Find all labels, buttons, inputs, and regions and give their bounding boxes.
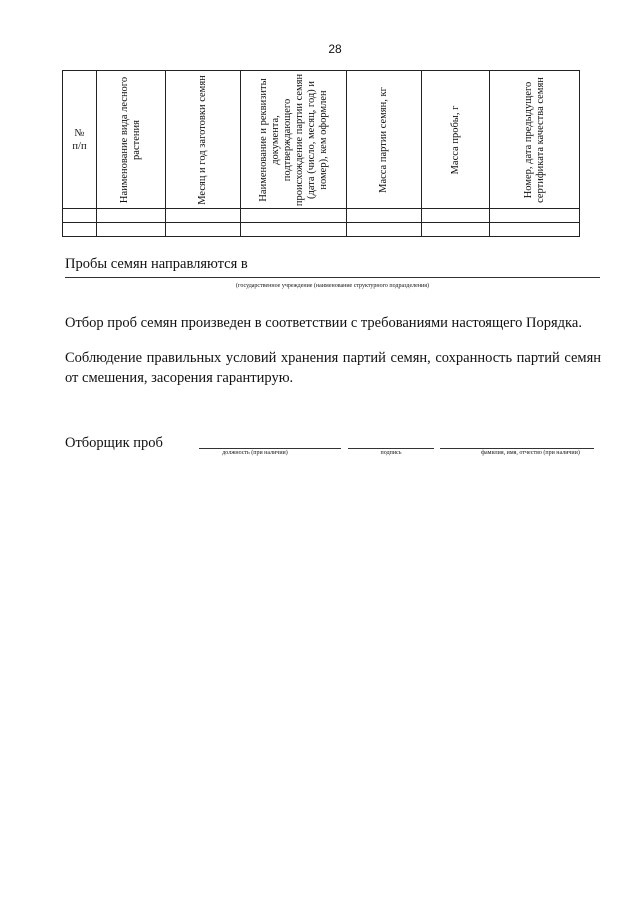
table-cell[interactable] xyxy=(166,209,241,223)
signature-caption: подпись xyxy=(380,450,402,456)
header-sample-mass-label: Масса пробы, г xyxy=(449,105,461,174)
table-cell[interactable] xyxy=(97,209,166,223)
table-cell[interactable] xyxy=(490,209,580,223)
header-cell-number xyxy=(63,71,97,209)
table-cell[interactable] xyxy=(166,223,241,237)
table-cell[interactable] xyxy=(422,209,490,223)
send-to-caption: (государственное учреждение (наименование структурного подразделения) xyxy=(236,283,429,289)
table-header-row xyxy=(63,71,580,209)
header-number-label: № п/п xyxy=(72,127,87,152)
signature-line[interactable] xyxy=(348,448,434,449)
header-cell-harvest-date xyxy=(166,71,241,209)
full-name-line[interactable] xyxy=(440,448,594,449)
header-lot-mass-label: Масса партии семян, кг xyxy=(378,86,389,193)
table-cell[interactable] xyxy=(347,209,422,223)
position-line[interactable] xyxy=(199,448,341,449)
table-cell[interactable] xyxy=(422,223,490,237)
table-cell[interactable] xyxy=(97,223,166,237)
full-name-caption: фамилия, имя, отчество (при наличии) xyxy=(481,450,580,456)
header-cell-certificate xyxy=(490,71,580,209)
header-origin-document-label: Наименование и реквизиты документа, подтверждающего происхождение партии семян (дата (число, месяц, год) и номер), кем оформлен xyxy=(257,73,329,206)
header-cell-lot-mass xyxy=(347,71,422,209)
header-harvest-date-label: Месяц и год заготовки семян xyxy=(197,74,208,205)
header-certificate-label: Номер, дата предыдущего сертификата качества семян xyxy=(522,76,546,203)
position-caption: должность (при наличии) xyxy=(222,450,288,456)
send-to-line[interactable] xyxy=(65,277,600,278)
sampler-label: Отборщик проб xyxy=(65,435,163,451)
table-cell[interactable] xyxy=(490,223,580,237)
table-cell[interactable] xyxy=(241,209,347,223)
table-row xyxy=(63,223,580,237)
table-cell[interactable] xyxy=(347,223,422,237)
table-cell[interactable] xyxy=(241,223,347,237)
header-cell-species xyxy=(97,71,166,209)
page-number: 28 xyxy=(328,42,342,56)
header-cell-origin-document xyxy=(241,71,347,209)
table-row xyxy=(63,209,580,223)
table-cell[interactable] xyxy=(63,209,97,223)
send-to-label: Пробы семян направляются в xyxy=(65,256,248,272)
sample-form-table xyxy=(62,70,580,237)
header-cell-sample-mass xyxy=(422,71,490,209)
sampling-compliance-paragraph: Отбор проб семян произведен в соответствии с требованиями настоящего Порядка. xyxy=(65,315,582,331)
header-species-label: Наименование вида лесного растения xyxy=(119,76,142,203)
table-cell[interactable] xyxy=(63,223,97,237)
storage-guarantee-paragraph: Соблюдение правильных условий хранения партий семян, сохранность партий семян от смешения, засорения гарантирую. xyxy=(65,350,601,386)
